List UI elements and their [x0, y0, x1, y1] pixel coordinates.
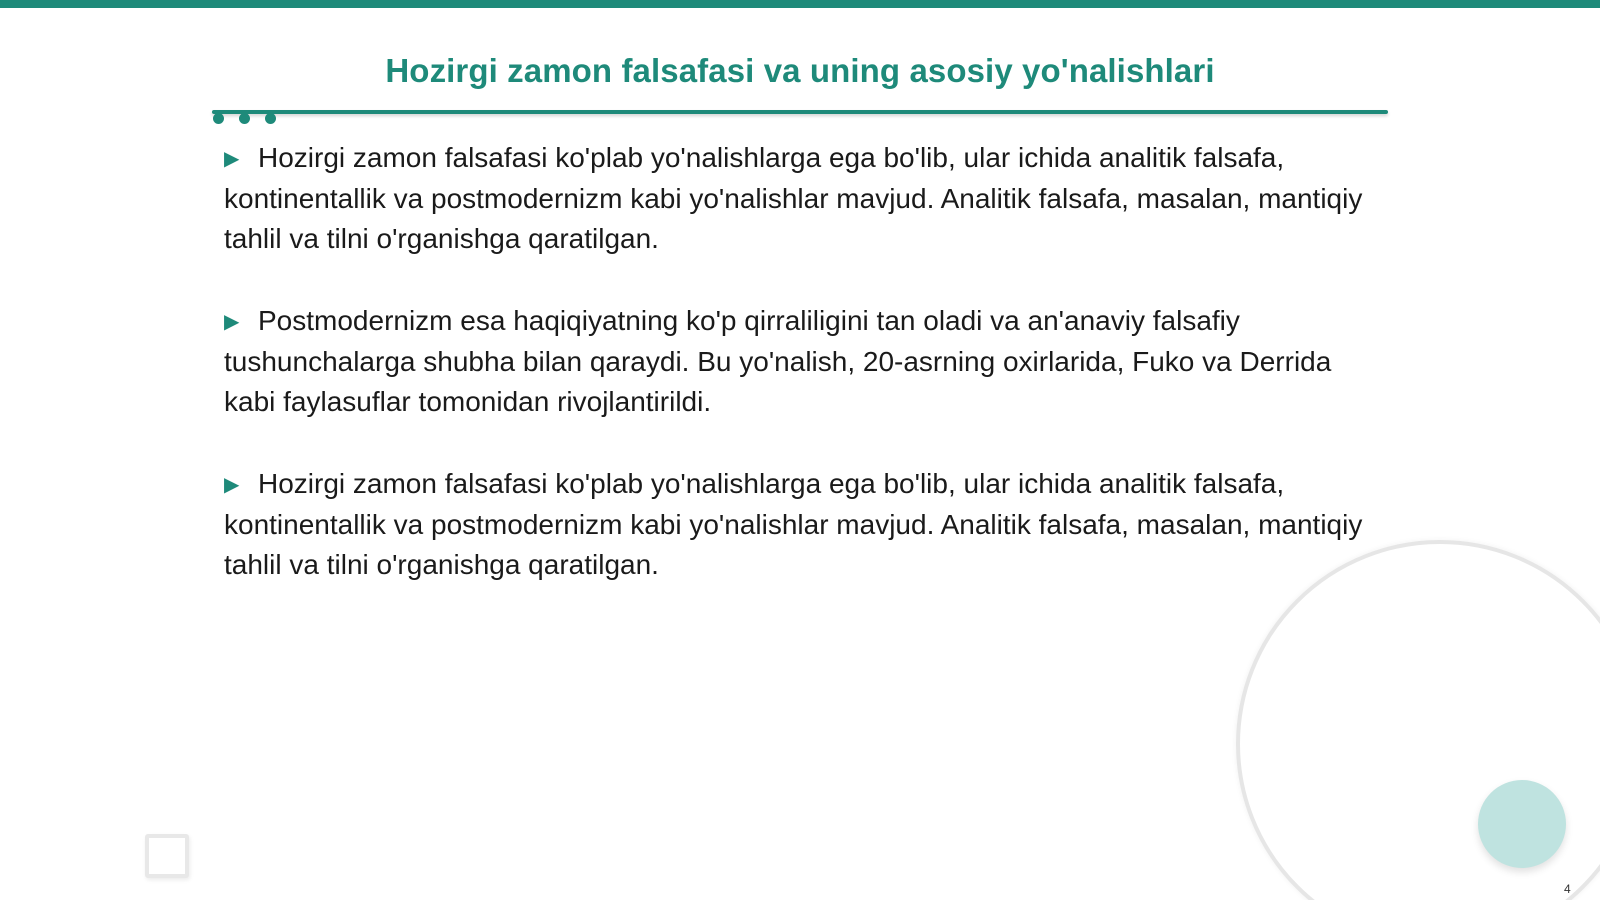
decor-square — [145, 834, 189, 878]
title-underline — [212, 110, 1388, 114]
bullet-paragraph — [224, 138, 1384, 259]
decor-circle — [1478, 780, 1566, 868]
triangle-right-icon: ▶ — [224, 311, 240, 333]
triangle-right-icon: ▶ — [224, 474, 240, 496]
paragraph-text: Hozirgi zamon falsafasi ko'plab yo'nalishlarga ega bo'lib, ular ichida analitik falsafa, kontinentallik va postmodernizm kabi yo'nalishlar mavjud. Analitik falsafa, masalan, mantiqiy tahlil va tilni o'rganishga qaratilgan. — [224, 142, 1363, 254]
decor-dot — [265, 113, 276, 124]
paragraph-text: Postmodernizm esa haqiqiyatning ko'p qirraliligini tan oladi va an'anaviy falsafiy tushunchalarga shubha bilan qaraydi. Bu yo'nalish, 20-asrning oxirlarida, Fuko va Derrida kabi faylasuflar tomonidan rivojlantirildi. — [224, 305, 1332, 417]
decor-dot — [213, 113, 224, 124]
page-number: 4 — [1564, 882, 1571, 896]
slide-title: Hozirgi zamon falsafasi va uning asosiy yo'nalishlari — [385, 52, 1215, 89]
bullet-paragraph — [224, 301, 1384, 422]
triangle-right-icon: ▶ — [224, 148, 240, 170]
bullet-paragraph — [224, 464, 1384, 585]
paragraph-text: Hozirgi zamon falsafasi ko'plab yo'nalishlarga ega bo'lib, ular ichida analitik falsafa, kontinentallik va postmodernizm kabi yo'nalishlar mavjud. Analitik falsafa, masalan, mantiqiy tahlil va tilni o'rganishga qaratilgan. — [224, 468, 1363, 580]
top-accent-bar — [0, 0, 1600, 8]
slide-body — [224, 138, 1384, 627]
decor-dot — [239, 113, 250, 124]
